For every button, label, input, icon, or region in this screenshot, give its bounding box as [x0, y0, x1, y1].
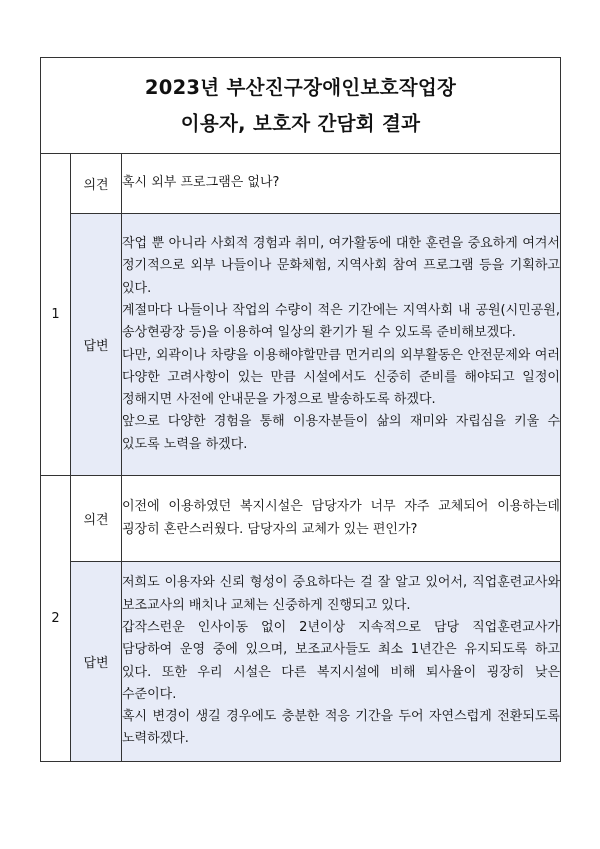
answer-label: 답변	[71, 214, 122, 476]
answer-paragraph: 계절마다 나들이나 작업의 수량이 적은 기간에는 지역사회 내 공원(시민공원, 송상현광장 등)을 이용하여 일상의 환기가 될 수 있도록 준비해보겠다.	[122, 302, 560, 341]
answer-paragraph: 다만, 외곽이나 차량을 이용해야할만큼 먼거리의 외부활동은 안전문제와 여러 다양한 고려사항이 있는 만큼 시설에서도 신중히 준비를 해야되고 일정이 정해지면 사전에 안내문을 가정으로 발송하도록 하겠다.	[122, 347, 560, 408]
answer-paragraph: 혹시 변경이 생길 경우에도 충분한 적응 기간을 두어 자연스럽게 전환되도록 노력하겠다.	[122, 709, 560, 747]
results-table	[40, 57, 561, 762]
answer-paragraph: 앞으로 다양한 경험을 통해 이용자분들이 삶의 재미와 자립심을 키울 수 있도록 노력을 하겠다.	[122, 414, 560, 452]
title-line-2: 이용자, 보호자 간담회 결과	[180, 111, 421, 135]
entry-number: 2	[41, 476, 71, 762]
question-text: 혹시 외부 프로그램은 없나?	[122, 154, 561, 214]
entry-1-answer-row	[41, 214, 561, 476]
answer-text	[122, 214, 561, 476]
entry-2-question-row	[41, 476, 561, 562]
document-title	[41, 58, 561, 154]
question-label: 의견	[71, 154, 122, 214]
answer-paragraph: 저희도 이용자와 신뢰 형성이 중요하다는 걸 잘 알고 있어서, 직업훈련교사와 보조교사의 배치나 교체는 신중하게 진행되고 있다.	[122, 575, 560, 613]
entry-1-question-row	[41, 154, 561, 214]
answer-paragraph: 작업 뿐 아니라 사회적 경험과 취미, 여가활동에 대한 훈련을 중요하게 여겨서 정기적으로 외부 나들이나 문화체험, 지역사회 참여 프로그램 등을 기획하고 있다.	[122, 236, 560, 296]
entry-number: 1	[41, 154, 71, 476]
answer-text	[122, 562, 561, 762]
question-label: 의견	[71, 476, 122, 562]
title-line-1: 2023년 부산진구장애인보호작업장	[144, 75, 457, 99]
question-text: 이전에 이용하였던 복지시설은 담당자가 너무 자주 교체되어 이용하는데 굉장히 혼란스러웠다. 담당자의 교체가 있는 편인가?	[122, 476, 561, 562]
answer-paragraph: 갑작스런운 인사이동 없이 2년이상 지속적으로 담당 직업훈련교사가 담당하여 운영 중에 있으며, 보조교사들도 최소 1년간은 유지되도록 하고 있다. 또한 우리 시설은 다른 복지시설에 비해 퇴사율이 굉장히 낮은 수준이다.	[122, 619, 560, 702]
answer-label: 답변	[71, 562, 122, 762]
entry-2-answer-row	[41, 562, 561, 762]
